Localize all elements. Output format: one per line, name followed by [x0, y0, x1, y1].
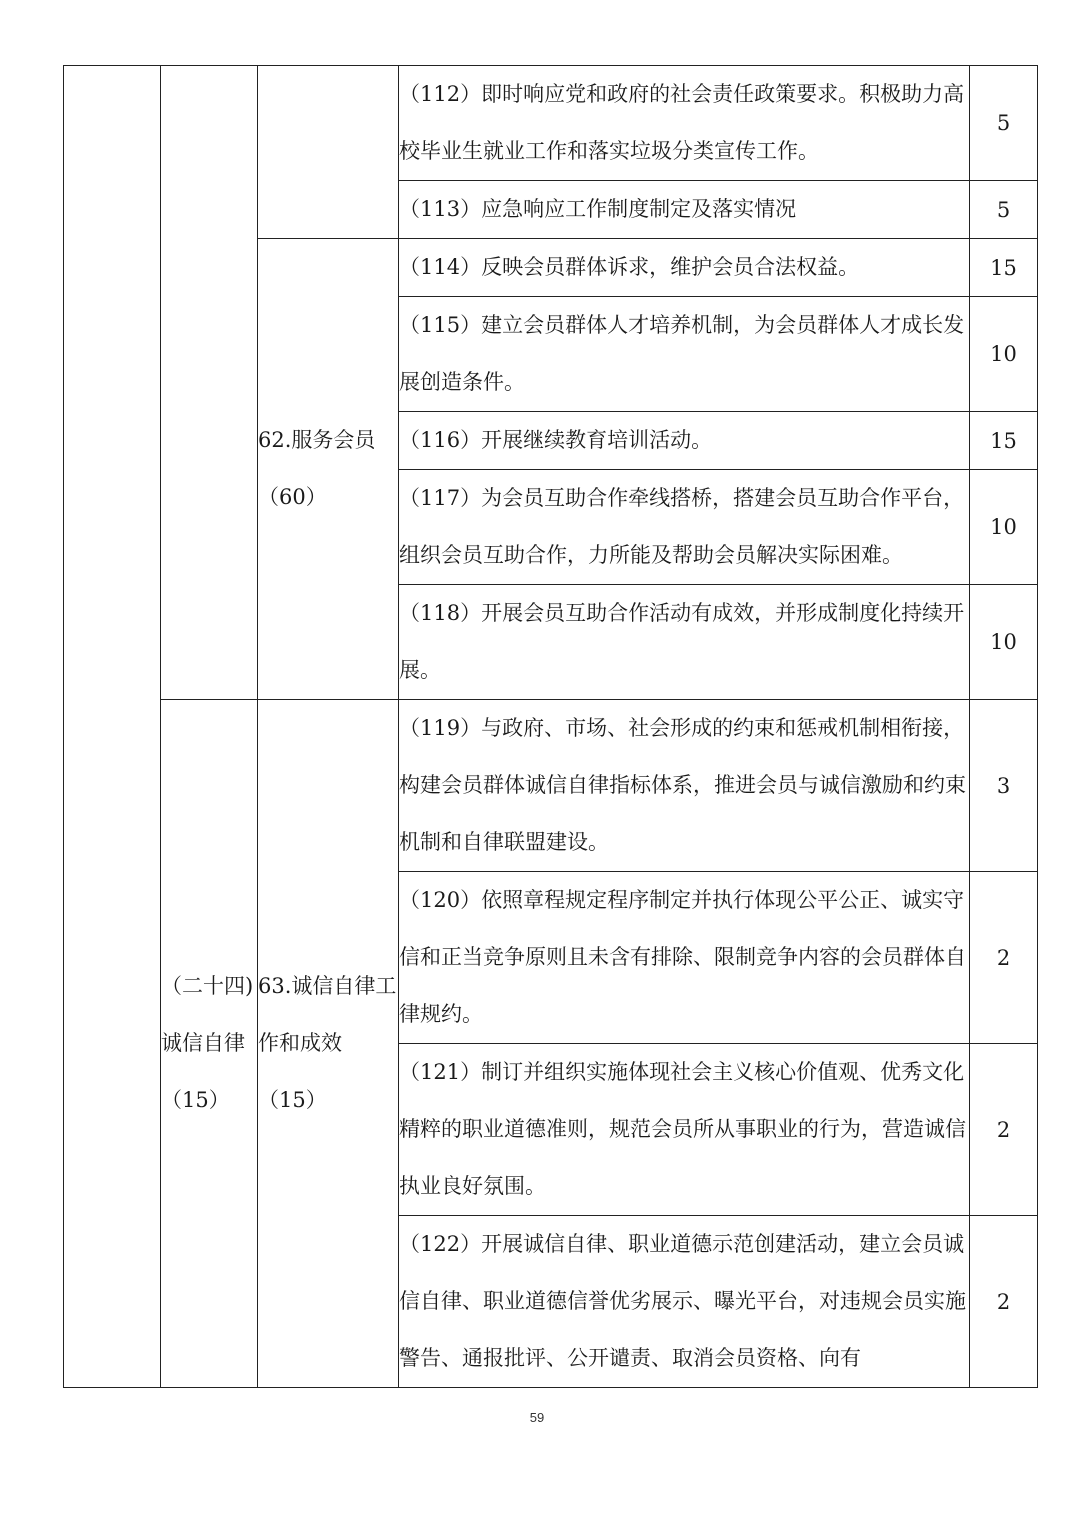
score-117: 10	[970, 470, 1038, 585]
category-cell-empty	[161, 66, 258, 700]
item-115: （115）建立会员群体人才培养机制，为会员群体人才成长发展创造条件。	[399, 297, 970, 412]
score-118: 10	[970, 585, 1038, 700]
item-119: （119）与政府、市场、社会形成的约束和惩戒机制相衔接，构建会员群体诚信自律指标体系，推进会员与诚信激励和约束机制和自律联盟建设。	[399, 700, 970, 872]
page-number: 59	[529, 1410, 545, 1425]
item-112: （112）即时响应党和政府的社会责任政策要求。积极助力高校毕业生就业工作和落实垃圾分类宣传工作。	[399, 66, 970, 181]
category-24-integrity: （二十四)诚信自律（15）	[161, 700, 258, 1388]
score-122: 2	[970, 1216, 1038, 1388]
item-117: （117）为会员互助合作牵线搭桥，搭建会员互助合作平台，组织会员互助合作，力所能及帮助会员解决实际困难。	[399, 470, 970, 585]
item-114: （114）反映会员群体诉求，维护会员合法权益。	[399, 239, 970, 297]
subcategory-cell-empty	[258, 66, 399, 239]
score-121: 2	[970, 1044, 1038, 1216]
score-115: 10	[970, 297, 1038, 412]
item-120: （120）依照章程规定程序制定并执行体现公平公正、诚实守信和正当竞争原则且未含有排除、限制竞争内容的会员群体自律规约。	[399, 872, 970, 1044]
category-column-cell	[64, 66, 161, 1388]
score-114: 15	[970, 239, 1038, 297]
score-113: 5	[970, 181, 1038, 239]
item-118: （118）开展会员互助合作活动有成效，并形成制度化持续开展。	[399, 585, 970, 700]
score-120: 2	[970, 872, 1038, 1044]
item-122: （122）开展诚信自律、职业道德示范创建活动，建立会员诚信自律、职业道德信誉优劣展示、曝光平台，对违规会员实施警告、通报批评、公开谴责、取消会员资格、向有	[399, 1216, 970, 1388]
item-121: （121）制订并组织实施体现社会主义核心价值观、优秀文化精粹的职业道德准则，规范会员所从事职业的行为，营造诚信执业良好氛围。	[399, 1044, 970, 1216]
score-116: 15	[970, 412, 1038, 470]
score-119: 3	[970, 700, 1038, 872]
item-116: （116）开展继续教育培训活动。	[399, 412, 970, 470]
subcategory-62-service-members: 62.服务会员（60）	[258, 239, 399, 700]
item-113: （113）应急响应工作制度制定及落实情况	[399, 181, 970, 239]
score-112: 5	[970, 66, 1038, 181]
evaluation-table	[63, 65, 1038, 1388]
subcategory-63-integrity-work: 63.诚信自律工作和成效（15）	[258, 700, 399, 1388]
